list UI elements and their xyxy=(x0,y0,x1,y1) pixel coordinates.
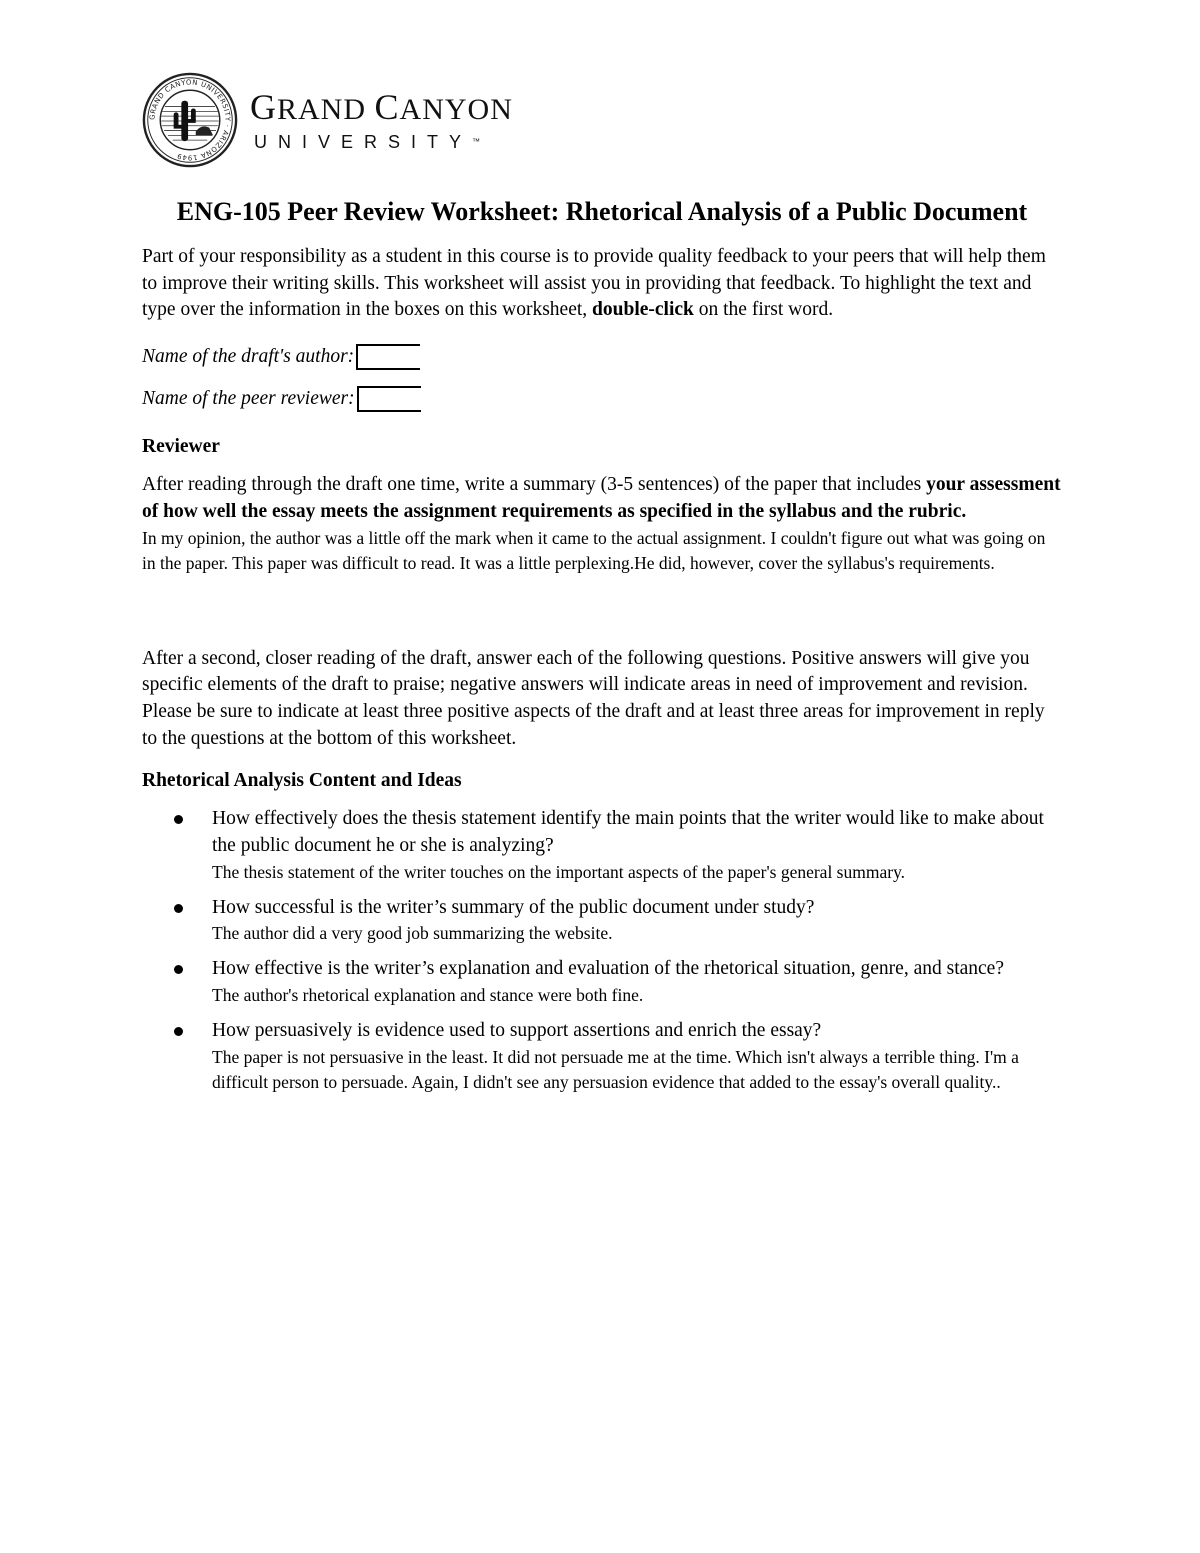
university-seal-icon xyxy=(142,72,238,168)
author-name-row xyxy=(142,336,1062,378)
summary-answer[interactable]: In my opinion, the author was a little off the mark when it came to the actual assignment. I couldn't figure out what was going on in the paper. This paper was difficult to read. It was a little perplexing.He did, however, cover the syllabus's requirements. xyxy=(142,527,1046,573)
svg-text:GRAND CANYON UNIVERSITY · ARIZ: GRAND CANYON UNIVERSITY · ARIZONA 1949 xyxy=(148,78,232,162)
reviewer-name-field[interactable] xyxy=(357,386,421,412)
summary-prompt: After reading through the draft one time, write a summary (3-5 sentences) of the paper that includes your assessment of how well the essay meets the assignment requirements as specified in the syllabus and the rubric. xyxy=(142,474,1061,522)
reviewer-name-row xyxy=(142,378,1062,420)
university-logo xyxy=(142,70,1062,170)
question-text: How effective is the writer’s explanation and evaluation of the rhetorical situation, genre, and stance? xyxy=(212,958,1004,980)
list-item xyxy=(142,806,1062,884)
bullet-icon xyxy=(174,1027,183,1036)
bullet-icon xyxy=(174,904,183,913)
university-subtitle: UNIVERSITY™ xyxy=(254,131,481,152)
reviewer-heading: Reviewer xyxy=(142,436,220,458)
reviewer-name-label: Name of the peer reviewer: xyxy=(142,388,355,410)
list-item xyxy=(142,895,1062,947)
second-reading-prompt: After a second, closer reading of the draft, answer each of the following questions. Positive answers will give you specific elements of the draft to praise; negative answers will indicate areas in need of improvement and revision. Please be sure to indicate at least three positive aspects of the draft and at least three areas for improvement in reply to the questions at the bottom of this worksheet. xyxy=(142,647,1045,749)
question-text: How persuasively is evidence used to support assertions and enrich the essay? xyxy=(212,1020,822,1042)
university-name: GRAND CANYON xyxy=(250,86,513,127)
content-ideas-heading: Rhetorical Analysis Content and Ideas xyxy=(142,770,462,792)
answer-text[interactable]: The thesis statement of the writer touches on the important aspects of the paper's general summary. xyxy=(212,861,906,882)
question-list xyxy=(142,806,1062,1095)
author-name-label: Name of the draft's author: xyxy=(142,346,355,368)
list-item xyxy=(142,956,1062,1008)
question-text: How successful is the writer’s summary of the public document under study? xyxy=(212,896,815,918)
answer-text[interactable]: The author's rhetorical explanation and stance were both fine. xyxy=(212,985,644,1006)
question-text: How effectively does the thesis statement identify the main points that the writer would like to make about the public document he or she is analyzing? xyxy=(212,808,1044,857)
document-title: ENG-105 Peer Review Worksheet: Rhetorical Analysis of a Public Document xyxy=(176,197,1028,226)
bullet-icon xyxy=(174,965,183,974)
bullet-icon xyxy=(174,815,183,824)
list-item xyxy=(142,1018,1062,1095)
worksheet-page xyxy=(142,70,1062,1105)
answer-text[interactable]: The author did a very good job summarizing the website. xyxy=(212,923,613,944)
intro-paragraph: Part of your responsibility as a student in this course is to provide quality feedback to your peers that will help them to improve their writing skills. This worksheet will assist you in providing that feedback. To highlight the text and type over the information in the boxes on this worksheet, double-click on the first word. xyxy=(142,246,1046,321)
author-name-field[interactable] xyxy=(356,344,420,370)
answer-text[interactable]: The paper is not persuasive in the least. It did not persuade me at the time. Which isn't always a terrible thing. I'm a difficult person to persuade. Again, I didn't see any persuasion evidence that added to the essay's overall quality.. xyxy=(212,1046,1019,1092)
